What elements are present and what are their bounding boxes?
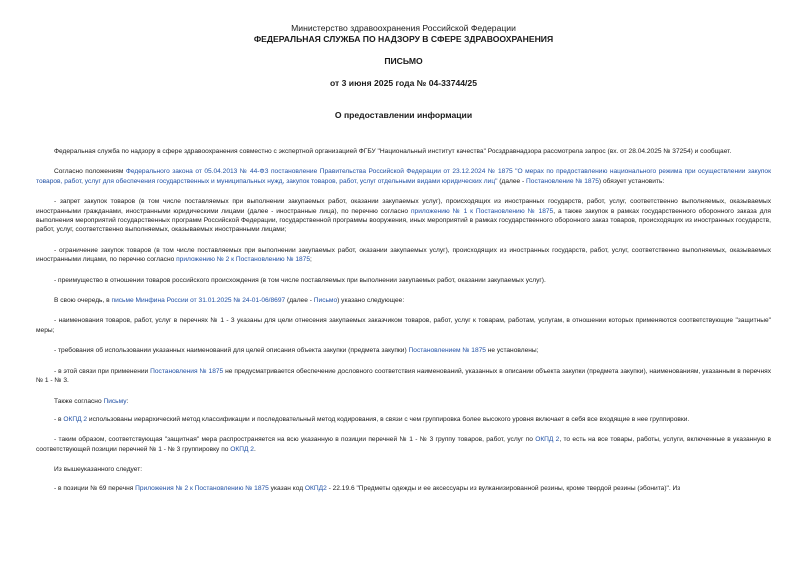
- paragraph-okpd-hierarchy: - в ОКПД 2 использованы иерархический метод классификации и последовательный метод кодирования, в связи с чем группировка более высокого уровня включает в себя все входящие в нее группировки.: [54, 415, 690, 423]
- letter-link[interactable]: Письмо: [313, 297, 338, 305]
- paragraph-also-per-letter: Также согласно Письму:: [54, 397, 129, 405]
- document-kind: ПИСЬМО: [384, 56, 423, 66]
- service-name: ФЕДЕРАЛЬНАЯ СЛУЖБА ПО НАДЗОРУ В СФЕРЕ ЗДРАВООХРАНЕНИЯ: [253, 34, 554, 44]
- document-subject: О предоставлении информации: [334, 110, 473, 120]
- appendix-2-link[interactable]: приложению № 2 к Постановлению № 1875: [176, 256, 311, 264]
- document-date-number: от 3 июня 2025 года № 04-33744/25: [330, 78, 477, 88]
- okpd2-link-3[interactable]: ОКПД 2: [230, 445, 254, 453]
- paragraph-preference: - преимущество в отношении товаров российского происхождения (в том числе поставляемых при выполнении закупаемых работ, оказании закупаемых услуг).: [54, 276, 546, 284]
- paragraph-no-literal-match: - в этой связи при применении Постановления № 1875 не предусматривается обеспечение дословного соответствия наименований, указанных в описании объекта закупки (предмета закупки), наименованиям, указанным в перечнях № 1 - № 3.: [36, 367, 771, 385]
- paragraph-legal-basis: Согласно положениям Федерального закона от 05.04.2013 № 44-ФЗ постановление Правительства Российской Федерации от 23.12.2024 № 1875 "О мерах по предоставлению национального режима при осуществлении закупок товаров, работ, услуг для обеспечения государственных и муниципальных нужд, закупок товаров, работ, услуг отдельными видами юридических лиц" (далее - Постановление № 1875) обязует установить:: [36, 168, 771, 185]
- decree-1875-apply-link[interactable]: Постановления № 1875: [150, 367, 224, 375]
- decree-1875-ref-link[interactable]: Постановлением № 1875: [408, 347, 486, 355]
- minfin-letter-link[interactable]: письме Минфина России от 31.01.2025 № 24-01-06/8697: [111, 297, 286, 305]
- paragraph-restriction: - ограничение закупок товаров (в том числе поставляемых при выполнении закупаемых работ, оказании закупаемых услуг), происходящих из иностранных государств, работ, услуг, соответственно выполняемых, оказываемых иностранными лицами, по перечню согласно приложению № 2 к Постановлению № 1875;: [36, 246, 771, 264]
- paragraph-minfin-letter: В свою очередь, в письме Минфина России от 31.01.2025 № 24-01-06/8697 (далее - Письмо) указано следующее:: [54, 297, 405, 305]
- paragraph-prohibition: - запрет закупок товаров (в том числе поставляемых при выполнении закупаемых работ, оказании закупаемых услуг), происходящих из иностранных государств, работ, услуг, соответственно выполняемых, оказываемых иностранными гражданами, иностранными юридическими лицами (далее - иностранные лица), по перечню согласно приложению № 1 к Постановлению № 1875, а также закупок в рамках государственного оборонного заказа для выполнения мероприятий государственных программ Российской Федерации, государственной программы вооружения, иных мероприятий в рамках государственного оборонного заказ товаров, происходящих из иностранных государств, работ, услуг, соответственно выполняемых, оказываемых иностранными лицами;: [36, 198, 771, 234]
- decree-1875-short-link[interactable]: Постановление № 1875: [526, 177, 599, 185]
- paragraph-protective-measure: - таким образом, соответствующая "защитная" мера распространяется на всю указанную в позиции перечней № 1 - № 3 группу товаров, работ, услуг по ОКПД 2, то есть на все товары, работы, услуги, включенные в указанную в соответствующей позиции перечней № 1 - № 3 группировку по ОКПД 2.: [36, 436, 771, 453]
- paragraph-requirements: - требования об использовании указанных наименований для целей описания объекта закупки (предмета закупки) Постановлением № 1875 не установлены;: [54, 347, 539, 355]
- appendix-2-decree-link[interactable]: Приложения № 2 к Постановлению № 1875: [135, 484, 269, 492]
- paragraph-names-purpose: - наименования товаров, работ, услуг в перечнях № 1 - 3 указаны для цели отнесения закупаемых заказчиком товаров, работ, услуг к товарам, работам, услугам, в отношении которых применяются соответствующие "защитные" меры;: [36, 317, 771, 334]
- document-body: [36, 147, 771, 493]
- law-44fz-link[interactable]: Федерального закона от 05.04.2013 № 44-ФЗ: [125, 168, 269, 176]
- paragraph-it-follows: Из вышеуказанного следует:: [54, 466, 143, 474]
- paragraph-intro: Федеральная служба по надзору в сфере здравоохранения совместно с экспертной организацией ФГБУ "Национальный институт качества" Росздравнадзора рассмотрела запрос (вх. от 28.04.2025 № 37254) и сообщает.: [54, 148, 732, 155]
- appendix-1-link[interactable]: приложению № 1 к Постановлению № 1875: [410, 207, 554, 215]
- okpd2-link-2[interactable]: ОКПД 2: [535, 436, 560, 444]
- letter-ref-link[interactable]: Письму: [103, 397, 127, 405]
- paragraph-position-69: - в позиции № 69 перечня Приложения № 2 к Постановлению № 1875 указан код ОКПД2 - 22.19.6 "Предметы одежды и ее аксессуары из вулканизированной резины, кроме твердой резины (эбонита)". Из: [54, 484, 681, 492]
- okpd2-link[interactable]: ОКПД 2: [63, 415, 88, 423]
- ministry-name: Министерство здравоохранения Российской Федерации: [291, 23, 516, 33]
- okpd2-code-link[interactable]: ОКПД2: [304, 484, 327, 492]
- decree-1875-link[interactable]: постановление Правительства Российской Федерации от 23.12.2024 № 1875 "О мерах по предоставлению национального режима при осуществлении закупок товаров, работ, услуг для обеспечения государственных и муниципальных нужд, закупок товаров, работ, услуг отдельными видами юридических лиц": [36, 168, 771, 185]
